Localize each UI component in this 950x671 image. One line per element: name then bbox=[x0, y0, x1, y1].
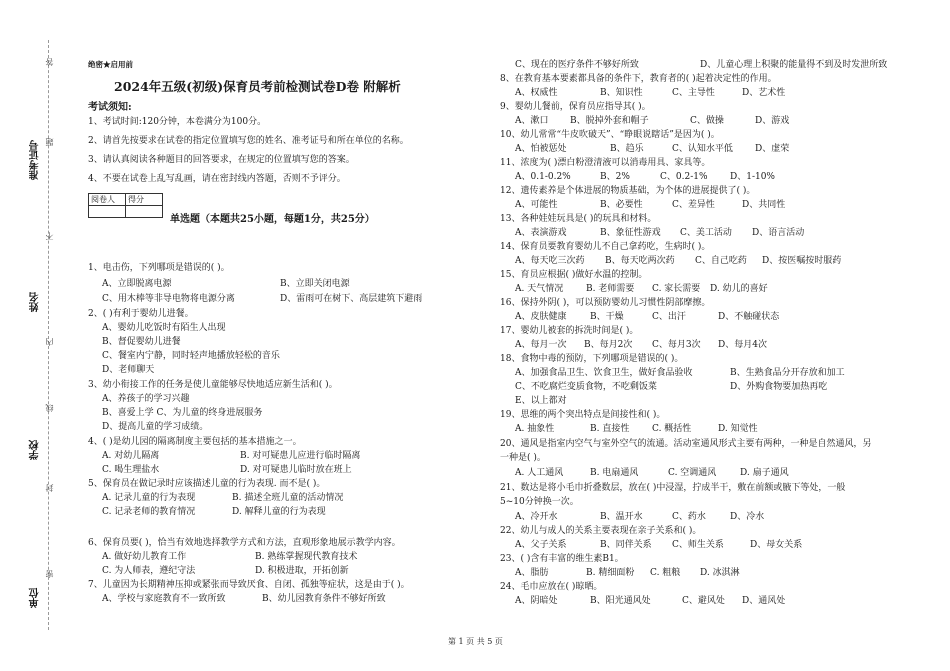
option[interactable]: D. 扇子通风 bbox=[740, 468, 789, 478]
option[interactable]: C、每月3次 bbox=[652, 340, 701, 350]
option[interactable]: C. 概括性 bbox=[652, 424, 692, 434]
question: 6、保育员要( )，恰当有效地选择教学方式和方法，直观形象地展示教学内容。 bbox=[88, 538, 401, 548]
option[interactable]: D. 解释儿童的行为表现 bbox=[232, 507, 326, 517]
option[interactable]: B、干燥 bbox=[590, 312, 624, 322]
question: 12、遗传素养是个体进展的物质基础，为个体的进展提供了( )。 bbox=[500, 186, 756, 196]
option[interactable]: A、父子关系 bbox=[515, 540, 567, 550]
option[interactable]: C、做操 bbox=[690, 116, 724, 126]
option[interactable]: B、脱掉外套和帽子 bbox=[570, 116, 649, 126]
option[interactable]: C、不吃腐烂变质食物，不吃剩饭菜 bbox=[515, 382, 657, 392]
option[interactable]: D、母女关系 bbox=[750, 540, 803, 550]
option[interactable]: B、督促婴幼儿进餐 bbox=[102, 337, 181, 347]
option[interactable]: C、用木棒等非导电物将电源分离 bbox=[102, 294, 235, 304]
notice-item: 2、请首先按要求在试卷的指定位置填写您的姓名、准考证号和所在单位的名称。 bbox=[88, 136, 409, 146]
notice-item: 3、请认真阅读各种题目的回答要求，在规定的位置填写您的答案。 bbox=[88, 155, 355, 165]
school-label: 学校 bbox=[30, 440, 41, 460]
question: 4、( )是幼儿园的隔离制度主要包括的基本措施之一。 bbox=[88, 437, 302, 447]
option[interactable]: C. 喝生理盐水 bbox=[102, 465, 160, 475]
option[interactable]: A、每天吃三次药 bbox=[515, 256, 585, 266]
option[interactable]: B. 电扇通风 bbox=[590, 468, 639, 478]
option[interactable]: D、冷水 bbox=[730, 512, 765, 522]
option[interactable]: C、出汗 bbox=[652, 312, 686, 322]
option[interactable]: C、自己吃药 bbox=[695, 256, 747, 266]
option[interactable]: A、阴暗处 bbox=[515, 596, 558, 606]
question: 24、毛巾应放在( )晾晒。 bbox=[500, 582, 603, 592]
option[interactable]: C、避风处 bbox=[682, 596, 725, 606]
option[interactable]: B、象征性游戏 bbox=[600, 228, 661, 238]
option[interactable]: B、每月2次 bbox=[584, 340, 633, 350]
question: 1、电击伤，下列哪项是错误的( )。 bbox=[88, 263, 230, 273]
option[interactable]: B. 描述全班儿童的活动情况 bbox=[232, 493, 344, 503]
option[interactable]: C、认知水平低 bbox=[672, 144, 733, 154]
option[interactable]: A、冷开水 bbox=[515, 512, 558, 522]
question: 23、( )含有丰富的维生素B1。 bbox=[500, 554, 624, 564]
option[interactable]: A、每月一次 bbox=[515, 340, 567, 350]
page-title: 2024年五级(初级)保育员考前检测试卷D卷 附解析 bbox=[114, 79, 401, 94]
option[interactable]: A. 天气情况 bbox=[515, 284, 564, 294]
option[interactable]: B、幼儿园教育条件不够好所致 bbox=[262, 594, 386, 604]
option[interactable]: D. 对可疑患儿临时放在班上 bbox=[240, 465, 352, 475]
option[interactable]: A、婴幼儿吃饭时有陌生人出现 bbox=[102, 323, 226, 333]
option[interactable]: A. 人工通风 bbox=[515, 468, 564, 478]
option[interactable]: A、表演游戏 bbox=[515, 228, 567, 238]
option[interactable]: A、养孩子的学习兴趣 bbox=[102, 394, 190, 404]
option[interactable]: D、每月4次 bbox=[718, 340, 767, 350]
option[interactable]: A、学校与家庭教育不一致所致 bbox=[102, 594, 226, 604]
option[interactable]: A、漱口 bbox=[515, 116, 549, 126]
name-label: 姓名 bbox=[30, 292, 41, 312]
option[interactable]: A、可能性 bbox=[515, 200, 558, 210]
option[interactable]: A. 抽象性 bbox=[515, 424, 555, 434]
question: 16、保持外阴( )，可以预防婴幼儿习惯性阴部摩擦。 bbox=[500, 298, 711, 308]
binding-word: 内 bbox=[45, 338, 54, 346]
question: 14、保育员要教育婴幼儿不自己拿药吃，生病时( )。 bbox=[500, 242, 711, 252]
option[interactable]: D. 冰淇淋 bbox=[700, 568, 740, 578]
exam-number-label: 准考证号 bbox=[30, 140, 41, 180]
question: 2、( )有利于婴幼儿进餐。 bbox=[88, 309, 194, 319]
option[interactable]: A. 对幼儿隔离 bbox=[102, 451, 160, 461]
option[interactable]: B、2% bbox=[600, 172, 630, 182]
option[interactable]: D、1-10% bbox=[730, 172, 775, 182]
notice-item: 4、不要在试卷上乱写乱画，请在密封线内答题，否则不予评分。 bbox=[88, 174, 346, 184]
option[interactable]: A、加强食品卫生、饮食卫生，做好食品验收 bbox=[515, 368, 693, 378]
question: 13、各种娃娃玩具是( )的玩具和材料。 bbox=[500, 214, 657, 224]
question: 8、在教育基本要素都具备的条件下，教育者的( )起着决定性的作用。 bbox=[500, 74, 777, 84]
option[interactable]: C、现在的医疗条件不够好所致 bbox=[515, 60, 639, 70]
option[interactable]: C、药水 bbox=[672, 512, 706, 522]
notice-heading: 考试须知: bbox=[88, 102, 132, 113]
option[interactable]: B、温开水 bbox=[600, 512, 643, 522]
binding-word: 封 bbox=[45, 484, 54, 492]
option[interactable]: C. 记录老师的教育情况 bbox=[102, 507, 196, 517]
option[interactable]: D、通风处 bbox=[742, 596, 786, 606]
question: 7、儿童因为长期精神压抑或紧张而导致厌食、自闭、孤独等症状，这是由于( )。 bbox=[88, 580, 410, 590]
option[interactable]: B、知识性 bbox=[600, 88, 643, 98]
option[interactable]: C、餐室内宁静，同时轻声地播放轻松的音乐 bbox=[102, 351, 280, 361]
option[interactable]: D、艺术性 bbox=[742, 88, 786, 98]
option[interactable]: A、权威性 bbox=[515, 88, 558, 98]
option[interactable]: D. 幼儿的喜好 bbox=[710, 284, 768, 294]
option[interactable]: D、儿童心理上积聚的能量得不到及时发泄所致 bbox=[700, 60, 888, 70]
option[interactable]: B、趋乐 bbox=[610, 144, 644, 154]
option[interactable]: D、游戏 bbox=[755, 116, 790, 126]
score-table bbox=[88, 193, 163, 218]
question: 3、幼小衔接工作的任务是使儿童能够尽快地适应新生活和( )。 bbox=[88, 380, 338, 390]
question: 22、幼儿与成人的关系主要表现在亲子关系和( )。 bbox=[500, 526, 702, 536]
section-heading: 单选题（本题共25小题，每题1分，共25分） bbox=[170, 214, 375, 225]
binding-dashed-line bbox=[48, 40, 49, 630]
question: 19、思维的两个突出特点是间接性和( )。 bbox=[500, 410, 666, 420]
notice-item: 1、考试时间:120分钟，本卷满分为100分。 bbox=[88, 117, 267, 127]
option[interactable]: C、0.2-1% bbox=[660, 172, 708, 182]
option[interactable]: D、老师聊天 bbox=[102, 365, 155, 375]
option[interactable]: A. 做好幼儿教育工作 bbox=[102, 552, 187, 562]
option[interactable]: A、立即脱离电源 bbox=[102, 279, 172, 289]
score-cell: 得分 bbox=[126, 194, 163, 206]
option[interactable]: D、按医嘱按时服药 bbox=[762, 256, 842, 266]
option[interactable]: A、0.1-0.2% bbox=[515, 172, 571, 182]
unit-label: 单位 bbox=[30, 588, 41, 608]
page-number: 第 1 页 共 5 页 bbox=[448, 637, 503, 646]
option[interactable]: B、必要性 bbox=[600, 200, 643, 210]
option[interactable]: D、不触碰状态 bbox=[718, 312, 780, 322]
option[interactable]: D. 知觉性 bbox=[718, 424, 758, 434]
option[interactable]: B. 对可疑患儿应进行临时隔离 bbox=[240, 451, 361, 461]
option[interactable]: B、立即关闭电源 bbox=[280, 279, 350, 289]
binding-word: 题 bbox=[45, 138, 54, 146]
option[interactable]: C. 为人师表，遵纪守法 bbox=[102, 566, 196, 576]
option[interactable]: C. 家长需要 bbox=[652, 284, 701, 294]
option[interactable]: B. 老师需要 bbox=[586, 284, 635, 294]
question: 20、通风是指室内空气与室外空气的流通。活动室通风形式主要有两种，一种是自然通风，另 bbox=[500, 439, 872, 449]
option[interactable]: B. 熟练掌握现代教育技术 bbox=[255, 552, 358, 562]
option[interactable]: B、每天吃两次药 bbox=[605, 256, 675, 266]
option[interactable]: D、语言活动 bbox=[752, 228, 805, 238]
question: 5、保育员在做记录时应该描述儿童的行为表现. 而不是( )。 bbox=[88, 479, 326, 489]
grader-cell: 阅卷人 bbox=[89, 194, 126, 206]
option[interactable]: E、以上都对 bbox=[515, 396, 567, 406]
binding-word: 不 bbox=[45, 232, 54, 240]
option[interactable]: D、虚荣 bbox=[755, 144, 790, 154]
option[interactable]: C、主导性 bbox=[672, 88, 715, 98]
question: 10、幼儿常常“牛皮吹破天”、“睁眼说瞎话”是因为( )。 bbox=[500, 130, 720, 140]
option[interactable]: D、雷雨可在树下、高层建筑下避雨 bbox=[280, 294, 423, 304]
question: 9、婴幼儿餐前，保育员应指导其( )。 bbox=[500, 102, 651, 112]
score-blank[interactable] bbox=[126, 206, 163, 218]
option[interactable]: C、差异性 bbox=[672, 200, 715, 210]
question: 21、数达是将小毛巾折叠数层，放在( )中浸湿，拧成半干，敷在前额或腋下等处，一般 bbox=[500, 483, 846, 493]
option[interactable]: A. 记录儿童的行为表现 bbox=[102, 493, 196, 503]
option[interactable]: D、共同性 bbox=[742, 200, 786, 210]
option[interactable]: C、美工活动 bbox=[680, 228, 732, 238]
grader-blank[interactable] bbox=[89, 206, 126, 218]
secret-mark: 绝密★启用前 bbox=[88, 60, 133, 69]
option[interactable]: D、外购食物要加热再吃 bbox=[730, 382, 828, 392]
question: 11、浓度为( )漂白粉澄清液可以消毒用具、家具等。 bbox=[500, 158, 711, 168]
option[interactable]: A、怕被惩处 bbox=[515, 144, 567, 154]
option[interactable]: A、脂肪 bbox=[515, 568, 549, 578]
option[interactable]: C. 粗粮 bbox=[650, 568, 681, 578]
option[interactable]: C、师生关系 bbox=[672, 540, 724, 550]
question: 15、育员应根据( )做好水温的控制。 bbox=[500, 270, 648, 280]
question: 17、婴幼儿被套的拆洗时间是( )。 bbox=[500, 326, 639, 336]
option[interactable]: B. 精细面粉 bbox=[586, 568, 635, 578]
option[interactable]: C. 空调通风 bbox=[668, 468, 717, 478]
option[interactable]: A、皮肤健康 bbox=[515, 312, 567, 322]
question: 18、食物中毒的预防，下列哪项是错误的( )。 bbox=[500, 354, 684, 364]
option[interactable]: B、生熟食品分开存放和加工 bbox=[730, 368, 845, 378]
option[interactable]: B、阳光通风处 bbox=[590, 596, 651, 606]
binding-word: 答 bbox=[45, 58, 54, 66]
option[interactable]: B. 直接性 bbox=[590, 424, 630, 434]
question-continued: 5~10分钟换一次。 bbox=[500, 497, 579, 507]
binding-word: 线 bbox=[45, 404, 54, 412]
option[interactable]: D、提高儿童的学习成绩。 bbox=[102, 422, 209, 432]
binding-word: 密 bbox=[45, 570, 54, 578]
option[interactable]: B、同伴关系 bbox=[600, 540, 652, 550]
question-continued: 一种是( )。 bbox=[500, 453, 546, 463]
option[interactable]: B、喜爱上学 C、为儿童的终身进展服务 bbox=[102, 408, 263, 418]
option[interactable]: D. 积极进取，开拓创新 bbox=[255, 566, 349, 576]
